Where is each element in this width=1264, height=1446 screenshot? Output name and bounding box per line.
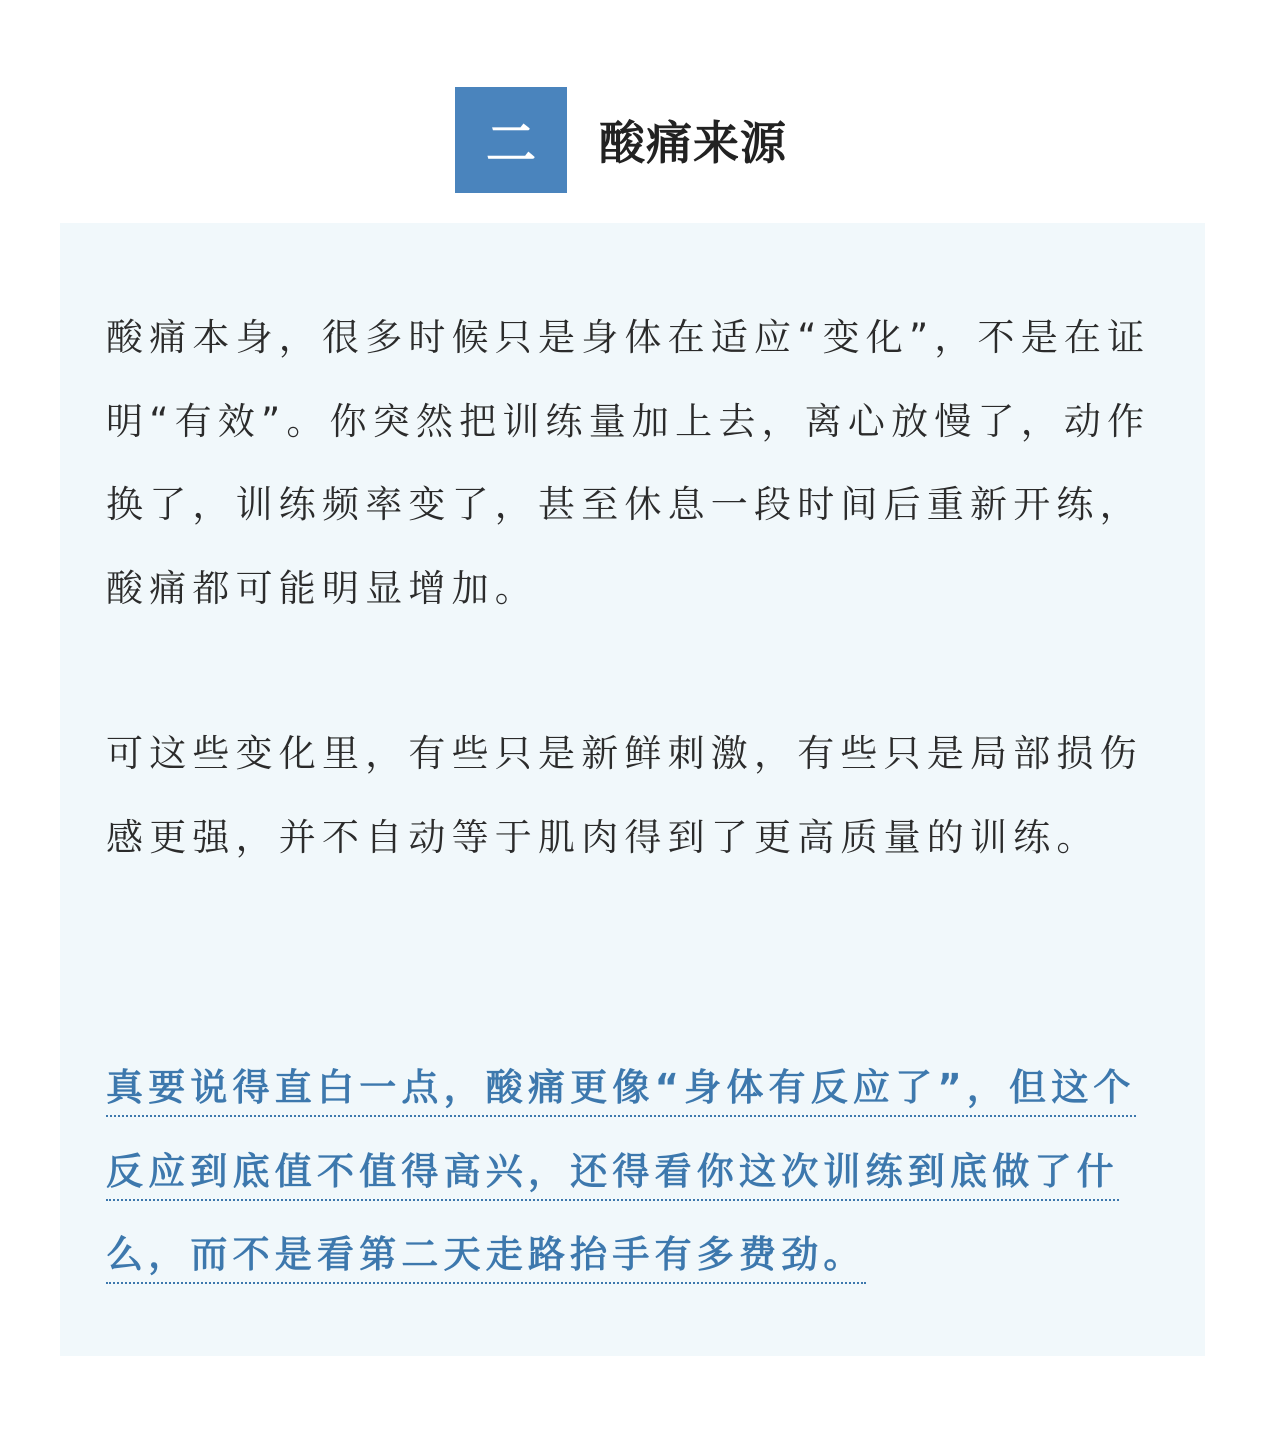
section-title: 酸痛来源 bbox=[599, 116, 787, 170]
section-number-badge: 二 bbox=[455, 87, 567, 193]
paragraph-2: 可这些变化里，有些只是新鲜刺激，有些只是局部损伤感更强，并不自动等于肌肉得到了更高质量的训练。 bbox=[106, 732, 1143, 859]
section-header bbox=[455, 87, 787, 193]
paragraph-1: 酸痛本身，很多时候只是身体在适应“变化”，不是在证明“有效”。你突然把训练量加上去，离心放慢了，动作换了，训练频率变了，甚至休息一段时间后重新开练，酸痛都可能明显增加。 bbox=[106, 316, 1151, 610]
highlight-text: 真要说得直白一点，酸痛更像“身体有反应了”，但这个反应到底值不值得高兴，还得看你这次训练到底做了什么，而不是看第二天走路抬手有多费劲。 bbox=[106, 1066, 1136, 1284]
highlight-paragraph bbox=[106, 1046, 1166, 1297]
content-card bbox=[60, 223, 1205, 1356]
